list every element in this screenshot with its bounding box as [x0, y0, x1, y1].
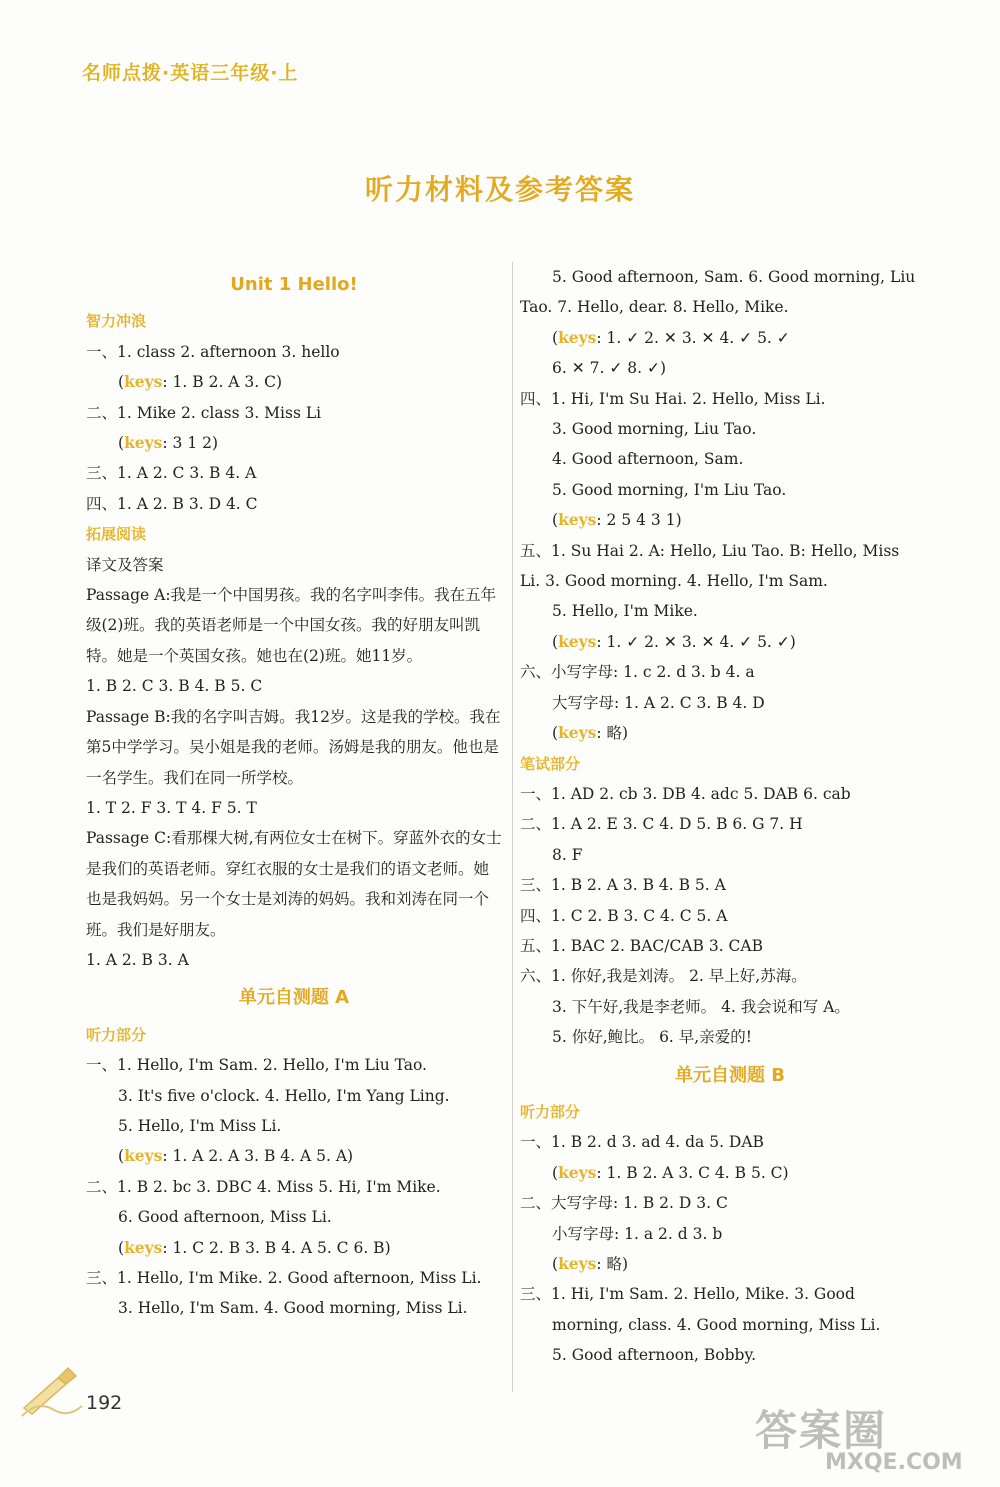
- answer-line: 四、1. C 2. B 3. C 4. C 5. A: [520, 906, 728, 925]
- answer-line: 一、1. Hello, I'm Sam. 2. Hello, I'm Liu Tao.: [86, 1056, 427, 1075]
- answer-key-line: (keys: 1. ✓ 2. ✕ 3. ✕ 4. ✓ 5. ✓: [552, 327, 790, 347]
- answer-line: 5. Hello, I'm Mike.: [552, 602, 698, 621]
- answer-line: Li. 3. Good morning. 4. Hello, I'm Sam.: [520, 572, 828, 591]
- answer-line: 1. A 2. B 3. A: [86, 950, 189, 969]
- answer-key-line: (keys: 1. B 2. A 3. C 4. B 5. C): [552, 1162, 789, 1182]
- answer-key-line: (keys: 1. C 2. B 3. B 4. A 5. C 6. B): [118, 1237, 391, 1257]
- subsection-label: 拓展阅读: [86, 525, 147, 544]
- answer-line: 5. Hello, I'm Miss Li.: [118, 1116, 282, 1135]
- answer-line: 三、1. A 2. C 3. B 4. A: [86, 464, 257, 483]
- answer-key-line: (keys: 略): [552, 1254, 629, 1273]
- answer-text: : 略): [596, 1255, 629, 1273]
- answer-line: 1. B 2. C 3. B 4. B 5. C: [86, 677, 263, 696]
- section-heading: Unit 1 Hello!: [230, 274, 358, 295]
- subsection-label: 听力部分: [86, 1025, 147, 1044]
- answer-text: : 1. B 2. A 3. C): [162, 373, 283, 392]
- answer-line: 4. Good afternoon, Sam.: [552, 450, 744, 469]
- answer-line: 一、1. AD 2. cb 3. DB 4. adc 5. DAB 6. cab: [520, 784, 851, 803]
- keys-label: keys: [124, 1146, 163, 1166]
- passage-text: Passage A:我是一个中国男孩。我的名字叫李伟。我在五年级(2)班。我的英语老师是一个中国女孩。我的好朋友叫凯特。她是一个英国女孩。她也在(2)班。她11岁。: [86, 586, 497, 665]
- keys-label: keys: [558, 1254, 597, 1273]
- answer-text: : 1. B 2. A 3. C 4. B 5. C): [596, 1163, 789, 1182]
- keys-label: keys: [558, 510, 597, 530]
- answer-line: 二、1. Mike 2. class 3. Miss Li: [86, 403, 322, 422]
- answer-key-line: (keys: 3 1 2): [118, 433, 219, 453]
- answer-key-line: (keys: 略): [552, 723, 629, 743]
- answer-line: 四、1. Hi, I'm Su Hai. 2. Hello, Miss Li.: [520, 389, 826, 408]
- page-title: 听力材料及参考答案: [364, 173, 635, 206]
- answer-line: 8. F: [552, 845, 583, 864]
- keys-label: keys: [558, 723, 597, 743]
- answer-line: 6. Good afternoon, Miss Li.: [118, 1208, 332, 1227]
- answer-key-line: (keys: 1. B 2. A 3. C): [118, 372, 283, 392]
- answer-line: 3. It's five o'clock. 4. Hello, I'm Yang Ling.: [118, 1086, 450, 1105]
- subsection-label: 听力部分: [520, 1102, 581, 1121]
- answer-text: : 3 1 2): [162, 434, 219, 453]
- answer-line: 一、1. B 2. d 3. ad 4. da 5. DAB: [520, 1133, 764, 1152]
- answer-key-line: (keys: 1. A 2. A 3. B 4. A 5. A): [118, 1146, 354, 1166]
- keys-label: keys: [124, 372, 163, 392]
- answer-line: 3. Hello, I'm Sam. 4. Good morning, Miss Li.: [118, 1299, 468, 1318]
- answer-line: Tao. 7. Hello, dear. 8. Hello, Mike.: [520, 298, 789, 317]
- keys-label: keys: [558, 327, 597, 347]
- keys-label: keys: [558, 1162, 597, 1182]
- answer-line: 六、小写字母: 1. c 2. d 3. b 4. a: [520, 663, 755, 682]
- passage-text: Passage B:我的名字叫吉姆。我12岁。这是我的学校。我在第5中学学习。吴小姐是我的老师。汤姆是我的朋友。他也是一名学生。我们在同一所学校。: [86, 707, 501, 787]
- answer-line: 三、1. B 2. A 3. B 4. B 5. A: [520, 876, 726, 895]
- watermark-logo: 答案圈: [755, 1406, 888, 1455]
- answer-line: 四、1. A 2. B 3. D 4. C: [86, 494, 258, 513]
- answer-line: 一、1. class 2. afternoon 3. hello: [86, 342, 340, 361]
- answer-line: 五、1. Su Hai 2. A: Hello, Liu Tao. B: Hello, Miss: [520, 541, 900, 560]
- answer-line: 二、大写字母: 1. B 2. D 3. C: [520, 1194, 728, 1213]
- answer-text: : 1. A 2. A 3. B 4. A 5. A): [162, 1147, 354, 1166]
- decorative-pen-icon: [18, 1360, 88, 1420]
- answer-line: 5. Good morning, I'm Liu Tao.: [552, 480, 787, 499]
- answer-line: 三、1. Hello, I'm Mike. 2. Good afternoon, Miss Li.: [86, 1269, 482, 1287]
- answer-text: : 1. ✓ 2. ✕ 3. ✕ 4. ✓ 5. ✓): [596, 632, 796, 651]
- answer-line: 三、1. Hi, I'm Sam. 2. Hello, Mike. 3. Good: [520, 1285, 855, 1304]
- answer-line: 5. Good afternoon, Sam. 6. Good morning, Liu: [552, 268, 916, 286]
- section-heading: 单元自测题 B: [675, 1064, 785, 1086]
- answer-key-line: (keys: 2 5 4 3 1): [552, 510, 682, 530]
- answer-line: 3. Good morning, Liu Tao.: [552, 420, 757, 439]
- answer-line: 5. Good afternoon, Bobby.: [552, 1346, 757, 1365]
- answer-text: : 略): [596, 724, 629, 743]
- answer-line: 译文及答案: [86, 555, 164, 574]
- passage-text: Passage C:看那棵大树,有两位女士在树下。穿蓝外衣的女士是我们的英语老师。穿红衣服的女士是我们的语文老师。她也是我妈妈。另一个女士是刘涛的妈妈。我和刘涛在同一个班。我们是好朋友。: [86, 829, 502, 939]
- answer-line: 大写字母: 1. A 2. C 3. B 4. D: [552, 693, 765, 712]
- right-column: [520, 262, 940, 1371]
- answer-line: 3. 下午好,我是李老师。 4. 我会说和写 A。: [552, 997, 850, 1016]
- keys-label: keys: [558, 631, 597, 651]
- keys-label: keys: [124, 433, 163, 453]
- column-divider: [512, 262, 513, 1392]
- answer-line: morning, class. 4. Good morning, Miss Li.: [552, 1315, 881, 1334]
- answer-text: : 1. ✓ 2. ✕ 3. ✕ 4. ✓ 5. ✓: [596, 328, 790, 347]
- answer-line: 6. ✕ 7. ✓ 8. ✓): [552, 359, 667, 378]
- answer-line: 1. T 2. F 3. T 4. F 5. T: [86, 798, 257, 817]
- answer-text: : 1. C 2. B 3. B 4. A 5. C 6. B): [162, 1238, 391, 1257]
- watermark: [755, 1398, 985, 1478]
- keys-label: keys: [124, 1237, 163, 1257]
- answer-line: 五、1. BAC 2. BAC/CAB 3. CAB: [520, 936, 763, 955]
- answer-line: 二、1. A 2. E 3. C 4. D 5. B 6. G 7. H: [520, 815, 803, 834]
- answer-line: 小写字母: 1. a 2. d 3. b: [552, 1224, 723, 1243]
- watermark-url: MXQE.COM: [825, 1450, 963, 1475]
- subsection-label: 笔试部分: [520, 754, 581, 773]
- answer-line: 5. 你好,鲍比。 6. 早,亲爱的!: [552, 1028, 752, 1047]
- running-header: 名师点拨·英语三年级·上: [82, 62, 299, 84]
- left-column: [86, 262, 502, 1324]
- subsection-label: 智力冲浪: [86, 312, 147, 331]
- answer-line: 六、1. 你好,我是刘涛。 2. 早上好,苏海。: [520, 967, 807, 986]
- answer-text: : 2 5 4 3 1): [596, 511, 682, 530]
- page-number: 192: [86, 1392, 123, 1414]
- answer-line: 二、1. B 2. bc 3. DBC 4. Miss 5. Hi, I'm Mike.: [86, 1177, 441, 1196]
- section-heading: 单元自测题 A: [238, 987, 350, 1009]
- answer-key-line: (keys: 1. ✓ 2. ✕ 3. ✕ 4. ✓ 5. ✓): [552, 631, 796, 651]
